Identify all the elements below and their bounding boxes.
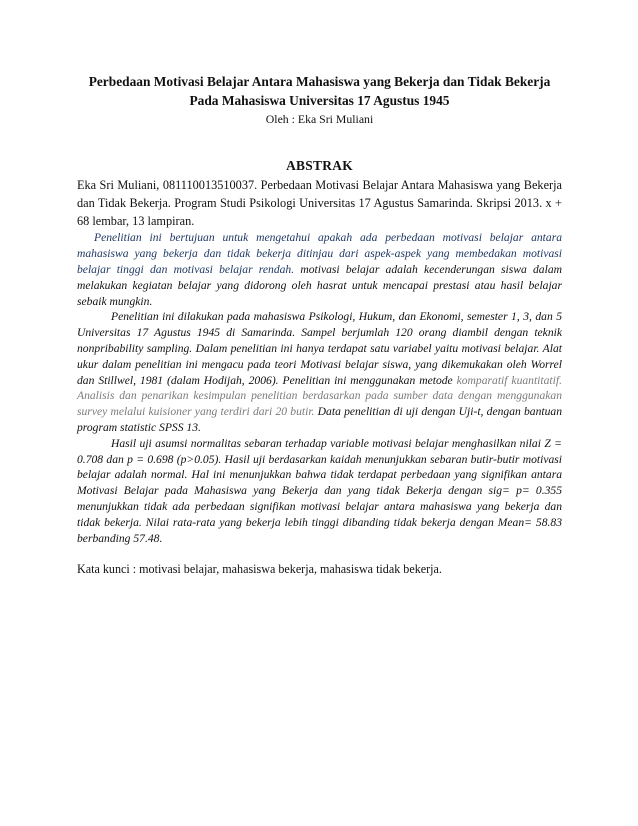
- citation-paragraph: Eka Sri Muliani, 081110013510037. Perbedaan Motivasi Belajar Antara Mahasiswa yang Bekerja dan Tidak Bekerja. Program Studi Psikologi Universitas 17 Agustus Samarinda. Skripsi 2013. x + 68 lembar, 13 lampiran.: [77, 178, 562, 228]
- abstract-paragraph-2: [77, 309, 562, 435]
- abstract-heading: ABSTRAK: [286, 158, 353, 173]
- keywords-line: Kata kunci : motivasi belajar, mahasiswa bekerja, mahasiswa tidak bekerja.: [77, 562, 442, 577]
- paragraph-1-definition: motivasi belajar adalah kecenderungan siswa dalam melakukan kegiatan belajar yang didorong oleh hasrat untuk mencapai prestasi atau hasil belajar sebaik mungkin.: [77, 262, 562, 308]
- paper-title: Perbedaan Motivasi Belajar Antara Mahasiswa yang Bekerja dan Tidak Bekerja Pada Mahasiswa Universitas 17 Agustus 1945: [88, 74, 551, 108]
- document-page: [77, 72, 562, 578]
- abstract-paragraph-1: [77, 230, 562, 309]
- author-line: Oleh : Eka Sri Muliani: [265, 112, 374, 126]
- paragraph-1-purpose: Penelitian ini bertujuan untuk mengetahui apakah ada perbedaan motivasi belajar antara mahasiswa yang bekerja dan tidak bekerja ditinjau dari aspek-aspek yang membedakan motivasi belajar tinggi dan motivasi belajar rendah.: [77, 231, 562, 276]
- paragraph-2-method: Penelitian ini dilakukan pada mahasiswa Psikologi, Hukum, dan Ekonomi, semester 1, 3, dan 5 Universitas 17 Agustus 1945 di Samarinda. Sampel berjumlah 120 orang diambil dengan teknik nonpribability sampling. Dalam penelitian ini hanya terdapat satu variabel yaitu motivasi belajar. Alat ukur dalam penelitian ini mengacu pada teori Motivasi belajar siswa, yang dikemukakan oleh Worrel dan Stillwel, 1981 (dalam Hodijah, 2006). Penelitian ini menggunakan metode: [77, 310, 562, 387]
- paragraph-2-tools: Data penelitian di uji dengan Uji-t, dengan bantuan program statistic SPSS 13.: [77, 405, 562, 434]
- abstract-paragraph-3: Hasil uji asumsi normalitas sebaran terhadap variable motivasi belajar menghasilkan nilai Z = 0.708 dan p = 0.698 (p>0.05). Hasil uji berdasarkan kaidah menunjukkan sebaran butir-butir motivasi belajar adalah normal. Hal ini menunjukkan bahwa tidak terdapat perbedaan yang signifikan antara Motivasi Belajar pada Mahasiswa yang Bekerja dan yang tidak Bekerja dengan sig= p= 0.355 menunjukkan tidak ada perbedaan signifikan motivasi belajar antara mahasiswa yang bekerja dan tidak bekerja. Nilai rata-rata yang bekerja lebih tinggi dibanding tidak bekerja dengan Mean= 58.83 berbanding 57.48.: [77, 436, 562, 545]
- paragraph-2-analysis: komparatif kuantitatif. Analisis dan penarikan kesimpulan penelitian berdasarkan pada sumber data dengan menggunakan survey melalui kuisioner yang terdiri dari 20 butir.: [77, 373, 562, 419]
